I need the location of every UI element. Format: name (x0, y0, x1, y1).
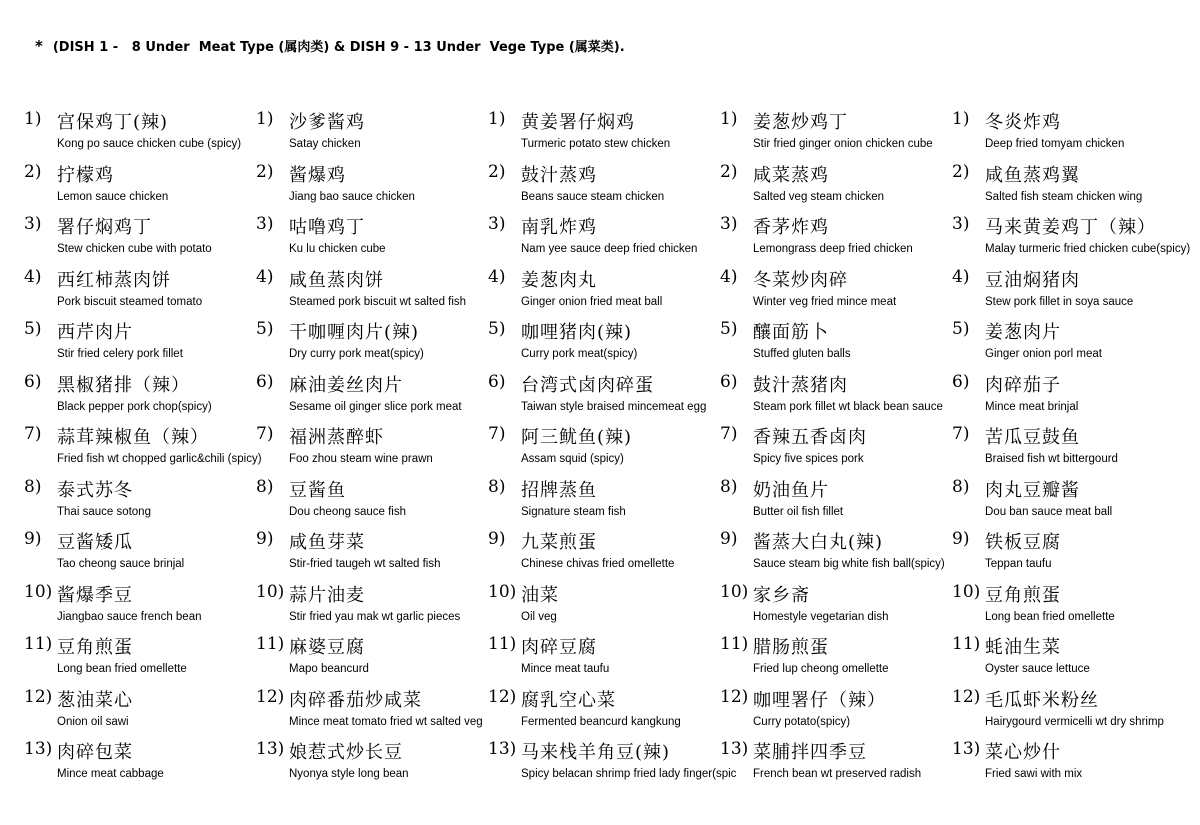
dish-item (488, 475, 720, 527)
dish-name-chinese: 马来黄姜鸡丁（辣） (985, 217, 1156, 238)
dish-item (24, 107, 256, 159)
dish-name-chinese: 咸鱼蒸肉饼 (289, 269, 384, 291)
dish-number: 9) (24, 529, 42, 549)
dish-number: 12) (720, 686, 749, 707)
dish-item (488, 580, 720, 632)
dish-item (24, 212, 256, 264)
dish-item (24, 265, 256, 317)
dish-name-chinese: 咖哩署仔（辣） (753, 689, 886, 711)
dish-number: 9) (952, 529, 970, 549)
dish-number: 6) (720, 371, 738, 392)
dish-number: 8) (952, 476, 970, 497)
dish-name-english: Fried sawi with mix (985, 768, 1083, 780)
dish-name-chinese: 香茅炸鸡 (753, 217, 829, 238)
dish-number: 3) (952, 214, 970, 234)
dish-item (24, 370, 256, 422)
dish-item (256, 107, 488, 159)
dish-number: 2) (488, 161, 506, 182)
dish-name-english: Stir fried celery pork fillet (57, 348, 183, 360)
dish-item (720, 580, 952, 632)
dish-name-english: Dry curry pork meat(spicy) (289, 348, 424, 360)
dish-name-chinese: 豆角煎蛋 (985, 584, 1061, 606)
dish-name-english: Spicy five spices pork (753, 453, 864, 465)
dish-name-english: Curry potato(spicy) (753, 715, 851, 728)
dish-item (488, 160, 720, 212)
dish-name-english: Steam pork fillet wt black bean sauce (753, 400, 943, 413)
dish-number: 8) (24, 476, 42, 497)
dish-number: 8) (720, 476, 738, 497)
dish-name-chinese: 鼓汁蒸鸡 (521, 164, 597, 186)
dish-name-chinese: 西红柿蒸肉饼 (57, 269, 171, 291)
dish-item (720, 317, 952, 369)
dish-item (952, 475, 1200, 527)
dish-item (952, 422, 1200, 474)
dish-number: 2) (256, 161, 274, 182)
dish-number: 2) (952, 161, 970, 182)
dish-name-chinese: 泰式苏冬 (57, 479, 133, 501)
dish-name-chinese: 香辣五香卤肉 (753, 427, 867, 448)
dish-name-english: Kong po sauce chicken cube (spicy) (57, 138, 242, 150)
dish-item (488, 265, 720, 317)
dish-name-chinese: 福洲蒸醉虾 (289, 427, 384, 448)
dish-item (24, 737, 256, 789)
dish-name-english: Sesame oil ginger slice pork meat (289, 400, 462, 413)
dish-number: 5) (24, 319, 42, 339)
dish-name-english: Salted fish steam chicken wing (985, 190, 1143, 203)
dish-name-english: Fried fish wt chopped garlic&chili (spicy) (57, 453, 262, 465)
dish-number: 4) (952, 266, 970, 287)
dish-number: 1) (720, 109, 738, 129)
dish-name-chinese: 咸鱼芽菜 (289, 532, 365, 553)
menu-note-text: (DISH 1 - 8 Under Meat Type (属肉类) & DISH 9 - 13 Under Vege Type (属菜类). (52, 40, 625, 55)
dish-number: 9) (256, 529, 274, 549)
dish-name-chinese: 豆角煎蛋 (57, 637, 133, 658)
dish-number: 3) (24, 214, 42, 234)
dish-item (952, 212, 1200, 264)
dish-item (488, 370, 720, 422)
dish-name-english: Foo zhou steam wine prawn (289, 453, 433, 465)
dish-item (720, 212, 952, 264)
dish-number: 12) (488, 686, 517, 707)
dish-name-english: Steamed pork biscuit wt salted fish (289, 295, 467, 308)
dish-number: 12) (952, 686, 981, 707)
dish-name-english: Dou cheong sauce fish (289, 505, 406, 518)
dish-name-english: Long bean fried omellette (985, 610, 1115, 623)
dish-name-chinese: 咸菜蒸鸡 (753, 164, 829, 186)
dish-name-chinese: 署仔焖鸡丁 (57, 217, 152, 238)
dish-name-english: Hairygourd vermicelli wt dry shrimp (985, 715, 1164, 728)
dish-number: 3) (256, 214, 274, 234)
dish-name-chinese: 肉碎豆腐 (521, 637, 597, 658)
dish-name-english: Braised fish wt bittergourd (985, 453, 1118, 465)
dish-item (256, 475, 488, 527)
dish-name-chinese: 冬菜炒肉碎 (753, 269, 848, 291)
dish-item (952, 527, 1200, 579)
dish-number: 7) (256, 424, 274, 444)
dish-name-chinese: 酱爆鸡 (289, 164, 346, 186)
dish-item (720, 160, 952, 212)
dish-item (488, 212, 720, 264)
dish-name-chinese: 阿三鱿鱼(辣) (521, 427, 633, 448)
dish-grid (0, 107, 1200, 797)
dish-item (720, 737, 952, 789)
dish-name-english: Mince meat cabbage (57, 768, 164, 780)
dish-name-chinese: 干咖喱肉片(辣) (289, 322, 420, 343)
dish-number: 9) (488, 529, 506, 549)
dish-name-english: Homestyle vegetarian dish (753, 610, 889, 623)
dish-name-chinese: 苦瓜豆鼓鱼 (985, 427, 1080, 448)
dish-name-chinese: 酱蒸大白丸(辣) (753, 532, 884, 553)
dish-item (488, 317, 720, 369)
dish-name-chinese: 铁板豆腐 (985, 532, 1061, 553)
dish-name-chinese: 毛瓜虾米粉丝 (985, 689, 1099, 711)
dish-number: 11) (24, 634, 53, 654)
dish-name-chinese: 娘惹式炒长豆 (289, 742, 403, 763)
dish-name-english: Oyster sauce lettuce (985, 663, 1090, 675)
dish-item (24, 632, 256, 684)
dish-item (720, 632, 952, 684)
dish-item (488, 737, 737, 789)
dish-name-english: Spicy belacan shrimp fried lady finger(spic (521, 768, 737, 780)
dish-number: 10) (488, 581, 517, 602)
dish-name-english: Ginger onion fried meat ball (521, 295, 663, 308)
dish-name-chinese: 菜脯拌四季豆 (753, 742, 867, 763)
dish-name-english: Signature steam fish (521, 505, 626, 518)
dish-item (952, 632, 1200, 684)
dish-column-4 (720, 107, 952, 797)
dish-item (256, 737, 488, 789)
dish-item (24, 422, 262, 474)
dish-number: 10) (24, 581, 53, 602)
dish-name-chinese: 马来栈羊角豆(辣) (521, 742, 671, 763)
dish-item (720, 422, 952, 474)
dish-number: 13) (952, 739, 981, 759)
dish-item (720, 685, 952, 737)
dish-name-chinese: 豆油焖猪肉 (985, 269, 1080, 291)
dish-name-chinese: 蚝油生菜 (985, 637, 1061, 658)
dish-name-english: Nyonya style long bean (289, 768, 409, 780)
dish-name-english: Malay turmeric fried chicken cube(spicy) (985, 243, 1191, 255)
dish-name-chinese: 肉丸豆瓣酱 (985, 479, 1080, 501)
dish-name-english: Mince meat tomato fried wt salted veg (289, 715, 483, 728)
dish-name-english: Ku lu chicken cube (289, 243, 386, 255)
dish-name-english: Black pepper pork chop(spicy) (57, 400, 212, 413)
dish-number: 5) (720, 319, 738, 339)
dish-name-chinese: 麻油姜丝肉片 (289, 374, 403, 396)
dish-name-english: Taiwan style braised mincemeat egg (521, 400, 707, 413)
dish-name-chinese: 宫保鸡丁(辣) (57, 112, 169, 133)
dish-item (488, 527, 720, 579)
dish-name-english: Stir fried yau mak wt garlic pieces (289, 610, 461, 623)
dish-number: 11) (256, 634, 285, 654)
dish-name-english: Fermented beancurd kangkung (521, 715, 681, 728)
dish-number: 10) (720, 581, 749, 602)
dish-name-english: Dou ban sauce meat ball (985, 505, 1113, 518)
dish-number: 5) (488, 319, 506, 339)
dish-number: 3) (720, 214, 738, 234)
dish-number: 8) (488, 476, 506, 497)
dish-number: 5) (256, 319, 274, 339)
dish-number: 1) (488, 109, 506, 129)
dish-name-english: Long bean fried omellette (57, 663, 187, 675)
dish-name-english: Curry pork meat(spicy) (521, 348, 638, 360)
dish-number: 7) (488, 424, 506, 444)
dish-name-chinese: 釀面筋卜 (753, 322, 829, 343)
dish-item (256, 527, 488, 579)
dish-number: 5) (952, 319, 970, 339)
dish-number: 6) (952, 371, 970, 392)
dish-name-english: Salted veg steam chicken (753, 190, 885, 203)
dish-name-english: Stir-fried taugeh wt salted fish (289, 558, 441, 570)
dish-item (720, 527, 952, 579)
dish-name-english: Mapo beancurd (289, 663, 369, 675)
dish-name-chinese: 黑椒猪排（辣） (57, 374, 190, 396)
dish-number: 8) (256, 476, 274, 497)
dish-number: 7) (720, 424, 738, 444)
dish-number: 3) (488, 214, 506, 234)
dish-number: 13) (24, 739, 53, 759)
dish-name-chinese: 九菜煎蛋 (521, 532, 597, 553)
dish-name-chinese: 麻婆豆腐 (289, 637, 365, 658)
dish-item (256, 632, 488, 684)
dish-name-chinese: 葱油菜心 (57, 689, 133, 711)
dish-item (24, 580, 256, 632)
dish-name-english: Butter oil fish fillet (753, 505, 844, 518)
dish-item (952, 160, 1200, 212)
dish-name-chinese: 油菜 (521, 584, 559, 606)
dish-name-english: French bean wt preserved radish (753, 768, 922, 780)
dish-name-english: Mince meat brinjal (985, 400, 1079, 413)
dish-item (720, 107, 952, 159)
dish-column-1 (24, 107, 262, 797)
dish-number: 1) (952, 109, 970, 129)
dish-name-chinese: 菜心炒什 (985, 742, 1061, 763)
dish-column-2 (256, 107, 488, 797)
dish-name-chinese: 腐乳空心菜 (521, 689, 616, 711)
dish-name-chinese: 家乡斋 (753, 584, 810, 606)
dish-item (24, 527, 256, 579)
dish-item (488, 422, 720, 474)
dish-name-chinese: 肉碎番茄炒咸菜 (289, 689, 422, 711)
dish-name-chinese: 冬炎炸鸡 (985, 112, 1061, 133)
dish-name-chinese: 招牌蒸鱼 (521, 479, 597, 501)
dish-number: 10) (256, 581, 285, 602)
dish-name-english: Turmeric potato stew chicken (521, 138, 671, 150)
dish-item (952, 107, 1200, 159)
dish-item (952, 685, 1200, 737)
dish-name-chinese: 咕噜鸡丁 (289, 217, 365, 238)
dish-name-english: Fried lup cheong omellette (753, 663, 889, 675)
dish-item (952, 737, 1200, 789)
dish-name-english: Satay chicken (289, 138, 361, 150)
dish-name-english: Nam yee sauce deep fried chicken (521, 243, 698, 255)
dish-number: 13) (488, 739, 517, 759)
dish-number: 12) (256, 686, 285, 707)
dish-name-english: Jiangbao sauce french bean (57, 610, 202, 623)
dish-name-chinese: 西芹肉片 (57, 322, 133, 343)
dish-item (256, 212, 488, 264)
dish-name-chinese: 姜葱炒鸡丁 (753, 112, 848, 133)
dish-number: 4) (720, 266, 738, 287)
dish-name-chinese: 沙爹酱鸡 (289, 112, 365, 133)
dish-name-chinese: 奶油鱼片 (753, 479, 829, 501)
dish-number: 2) (24, 161, 42, 182)
dish-name-chinese: 鼓汁蒸猪肉 (753, 374, 848, 396)
dish-item (256, 265, 488, 317)
dish-number: 7) (952, 424, 970, 444)
dish-name-english: Lemon sauce chicken (57, 190, 169, 203)
dish-name-english: Onion oil sawi (57, 715, 129, 728)
dish-item (952, 265, 1200, 317)
dish-name-chinese: 黄姜署仔焖鸡 (521, 112, 635, 133)
dish-name-english: Stuffed gluten balls (753, 348, 851, 360)
dish-name-chinese: 姜葱肉丸 (521, 269, 597, 291)
dish-name-chinese: 咖哩猪肉(辣) (521, 322, 633, 343)
dish-name-english: Mince meat taufu (521, 663, 610, 675)
dish-item (952, 370, 1200, 422)
dish-item (256, 317, 488, 369)
dish-name-english: Jiang bao sauce chicken (289, 190, 415, 203)
dish-number: 11) (488, 634, 517, 654)
dish-number: 11) (952, 634, 981, 654)
dish-number: 4) (24, 266, 42, 287)
dish-item (256, 160, 488, 212)
dish-name-english: Stew chicken cube with potato (57, 243, 212, 255)
asterisk-icon: * (35, 37, 43, 55)
dish-item (256, 370, 488, 422)
dish-name-english: Thai sauce sotong (57, 505, 151, 518)
dish-item (720, 370, 952, 422)
dish-number: 10) (952, 581, 981, 602)
dish-item (24, 160, 256, 212)
dish-number: 9) (720, 529, 738, 549)
dish-item (720, 265, 952, 317)
dish-name-english: Chinese chivas fried omellette (521, 558, 675, 570)
dish-item (24, 317, 256, 369)
dish-number: 2) (720, 161, 738, 182)
dish-name-english: Winter veg fried mince meat (753, 295, 897, 308)
dish-item (24, 685, 256, 737)
dish-name-english: Oil veg (521, 610, 557, 623)
dish-name-english: Stew pork fillet in soya sauce (985, 295, 1134, 308)
dish-name-chinese: 蒜片油麦 (289, 584, 365, 606)
dish-name-chinese: 姜葱肉片 (985, 322, 1061, 343)
dish-number: 13) (720, 739, 749, 759)
dish-name-english: Assam squid (spicy) (521, 453, 624, 465)
menu-note-header (35, 36, 625, 55)
dish-item (24, 475, 256, 527)
dish-number: 13) (256, 739, 285, 759)
dish-name-chinese: 腊肠煎蛋 (753, 637, 829, 658)
dish-item (488, 685, 720, 737)
dish-name-chinese: 肉碎茄子 (985, 374, 1061, 396)
dish-number: 12) (24, 686, 53, 707)
dish-name-chinese: 南乳炸鸡 (521, 217, 597, 238)
dish-item (488, 107, 720, 159)
dish-item (952, 317, 1200, 369)
dish-item (720, 475, 952, 527)
dish-name-chinese: 拧檬鸡 (57, 164, 114, 186)
dish-name-chinese: 豆酱鱼 (289, 479, 346, 501)
dish-name-english: Teppan taufu (985, 558, 1052, 570)
dish-number: 7) (24, 424, 42, 444)
dish-name-english: Pork biscuit steamed tomato (57, 295, 203, 308)
dish-name-english: Beans sauce steam chicken (521, 190, 665, 203)
dish-name-english: Stir fried ginger onion chicken cube (753, 138, 933, 150)
dish-name-chinese: 豆酱矮瓜 (57, 532, 133, 553)
dish-column-3 (488, 107, 737, 797)
dish-item (488, 632, 720, 684)
dish-name-chinese: 酱爆季豆 (57, 584, 133, 606)
dish-name-english: Lemongrass deep fried chicken (753, 243, 913, 255)
dish-number: 1) (24, 109, 42, 129)
dish-name-english: Sauce steam big white fish ball(spicy) (753, 558, 945, 570)
dish-name-chinese: 肉碎包菜 (57, 742, 133, 763)
dish-name-chinese: 咸鱼蒸鸡翼 (985, 164, 1080, 186)
dish-column-5 (952, 107, 1200, 797)
dish-number: 4) (488, 266, 506, 287)
dish-item (256, 685, 488, 737)
dish-number: 6) (24, 371, 42, 392)
dish-item (256, 422, 488, 474)
dish-number: 6) (488, 371, 506, 392)
dish-name-chinese: 台湾式卤肉碎蛋 (521, 374, 654, 396)
dish-number: 4) (256, 266, 274, 287)
dish-number: 11) (720, 634, 749, 654)
dish-item (952, 580, 1200, 632)
dish-number: 6) (256, 371, 274, 392)
dish-name-english: Tao cheong sauce brinjal (57, 558, 185, 570)
dish-item (256, 580, 488, 632)
dish-name-english: Ginger onion porl meat (985, 348, 1102, 360)
dish-number: 1) (256, 109, 274, 129)
dish-name-english: Deep fried tomyam chicken (985, 138, 1125, 150)
dish-name-chinese: 蒜茸辣椒鱼（辣） (57, 427, 209, 448)
